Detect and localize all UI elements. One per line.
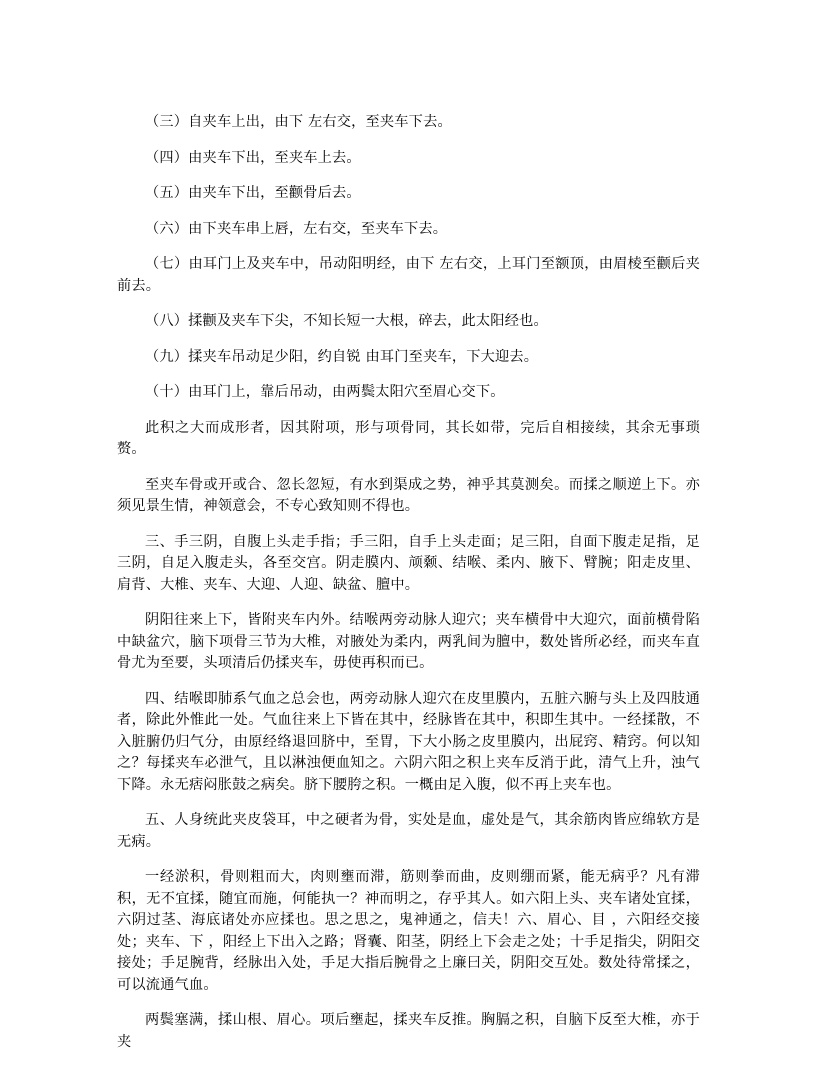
paragraph-6: （八）揉颧及夹车下尖，不知长短一大根，碎去，此太阳经也。 <box>145 313 548 329</box>
paragraph-5: （七）由耳门上及夹车中，吊动阳明经，由下 左右交，上耳门至额顶，由眉棱至颧后夹前去。 <box>117 256 700 294</box>
paragraph-12: 阴阳往来上下，皆附夹车内外。结喉两旁动脉人迎穴；夹车横骨中大迎穴，面前横骨陷中缺盆穴，脑下项骨三节为大椎，对腋处为柔内，两乳间为膻中，数处皆所必经，而夹车直骨尤为至要，头项清后仍揉夹车，毋使再积而已。 <box>117 612 700 671</box>
paragraph-15: 一经淤积，骨则粗而大，肉则壅而滞，筋则拳而曲，皮则绷而紧，能无病乎？凡有滞积，无不宜揉，随宜而施，何能执一？神而明之，存乎其人。如六阳上头、夹车诸处宜揉，六阴过茎、海底诸处亦应揉也。思之思之，鬼神通之，信夫！六、眉心、目 ，六阳经交接处；夹车、下 ，阳经上下出入之路；肾囊、阳茎，阴经上下会走之处；十手足指尖，阴阳交接处；手足腕背，经脉出入处，手足大指后腕骨之上廉曰关，阴阳交互处。数处待常揉之，可以流通气血。 <box>117 869 700 993</box>
paragraph-8: （十）由耳门上，靠后吊动，由两鬓太阳穴至眉心交下。 <box>145 384 505 400</box>
paragraph-9: 此积之大而成形者，因其附项，形与项骨同，其长如带，完后自相接续，其余无事琐赘。 <box>117 419 700 457</box>
paragraph-3: （五）由夹车下出，至颧骨后去。 <box>145 185 361 201</box>
paragraph-11: 三、手三阴，自腹上头走手指；手三阳，自手上头走面；足三阳，自面下腹走足指，足三阴，自足入腹走头，各至交宫。阴走膜内、颃颡、结喉、柔内、腋下、臂腕；阳走皮里、肩背、大椎、夹车、大迎、人迎、缺盆、膻中。 <box>117 533 700 593</box>
paragraph-16: 两鬓塞满，揉山根、眉心。项后壅起，揉夹车反推。胸膈之积，自脑下反至大椎，亦于夹 <box>117 1012 700 1050</box>
paragraph-1: （三）自夹车上出，由下 左右交，至夹车下去。 <box>145 114 452 130</box>
paragraph-2: （四）由夹车下出，至夹车上去。 <box>145 149 361 166</box>
paragraph-14: 五、人身统此夹皮袋耳，中之硬者为骨，实处是血，虚处是气，其余筋肉皆应绵软方是无病。 <box>117 812 700 850</box>
document-body <box>117 112 700 1067</box>
paragraph-10: 至夹车骨或开或合、忽长忽短，有水到渠成之势，神乎其莫测矣。而揉之顺逆上下。亦须见景生情，神领意会，不专心致知则不得也。 <box>117 476 700 514</box>
paragraph-13: 四、结喉即肺系气血之总会也，两旁动脉人迎穴在皮里膜内，五脏六腑与头上及四肢通者，除此外惟此一处。气血往来上下皆在其中，经脉皆在其中，积即生其中。一经揉散，不入脏腑仍归气分，由原经络退回脐中，至胃，下大小肠之皮里膜内，出屁窍、精窍。何以知之？每揉夹车必泄气，且以淋浊便血知之。六阴六阳之积上夹车反消于此，清气上升，浊气下降。永无痞闷胀鼓之病矣。脐下腰胯之积。一概由足入腹，似不再上夹车也。 <box>117 690 700 793</box>
paragraph-4: （六）由下夹车串上唇，左右交，至夹车下去。 <box>145 220 448 237</box>
paragraph-7: （九）揉夹车吊动足少阳，约自锐 由耳门至夹车，下大迎去。 <box>145 348 539 365</box>
